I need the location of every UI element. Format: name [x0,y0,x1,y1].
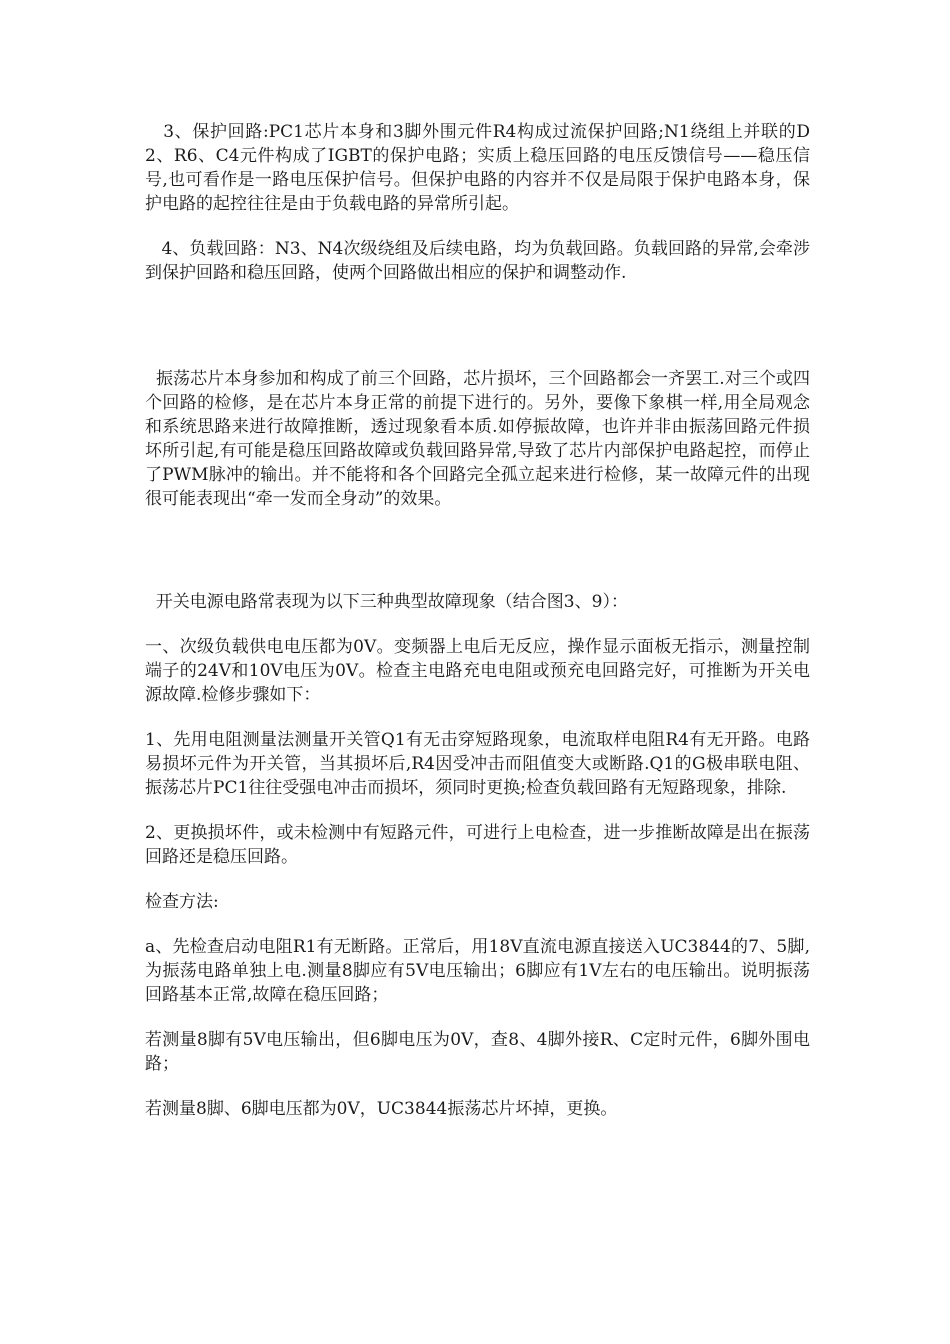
paragraph-spacer [145,1076,810,1097]
paragraph-load-circuit: 4、负载回路：N3、N4次级绕组及后续电路，均为负载回路。负载回路的异常,会牵涉到保护回路和稳压回路，使两个回路做出相应的保护和调整动作. [145,239,810,283]
paragraph-check-method-heading: 检查方法: [145,892,219,912]
paragraph-spacer [145,707,810,728]
paragraph-spacer [145,511,810,569]
paragraph-spacer [145,216,810,237]
paragraph-step-two: 2、更换损坏件，或未检测中有短路元件，可进行上电检查，进一步推断故障是出在振荡回路还是稳压回路。 [145,823,810,867]
paragraph-spacer [145,914,810,935]
paragraph-check-replace: 若测量8脚、6脚电压都为0V，UC3844振荡芯片坏掉，更换。 [145,1099,618,1119]
paragraph-spacer [145,800,810,821]
document-page [145,120,810,1121]
paragraph-step-one: 1、先用电阻测量法测量开关管Q1有无击穿短路现象，电流取样电阻R4有无开路。电路易损坏元件为开关管，当其损坏后,R4因受冲击而阻值变大或断路.Q1的G极串联电阻、振荡芯片PC1往往受强电冲击而损坏，须同时更换;检查负载回路有无短路现象，排除. [145,730,810,798]
paragraph-spacer [145,343,810,367]
paragraph-fault-one: 一、次级负载供电电压都为0V。变频器上电后无反应，操作显示面板无指示，测量控制端子的24V和10V电压为0V。检查主电路充电电阻或预充电回路完好，可推断为开关电源故障.检修步骤如下： [145,637,810,705]
paragraph-protection-circuit: 3、保护回路:PC1芯片本身和3脚外围元件R4构成过流保护回路;N1绕组上并联的D2、R6、C4元件构成了IGBT的保护电路；实质上稳压回路的电压反馈信号——稳压信号,也可看作是一路电压保护信号。但保护电路的内容并不仅是局限于保护电路本身，保护电路的起控往往是由于负载电路的异常所引起。 [145,122,810,214]
paragraph-fault-intro: 开关电源电路常表现为以下三种典型故障现象（结合图3、9）： [145,592,628,612]
paragraph-spacer [145,285,810,343]
paragraph-spacer [145,569,810,590]
paragraph-spacer [145,1007,810,1028]
paragraph-oscillator-chip: 振荡芯片本身参加和构成了前三个回路，芯片损坏，三个回路都会一齐罢工.对三个或四个回路的检修，是在芯片本身正常的前提下进行的。另外，要像下象棋一样,用全局观念和系统思路来进行故障推断，透过现象看本质.如停振故障，也许并非由振荡回路元件损坏所引起,有可能是稳压回路故障或负载回路异常,导致了芯片内部保护电路起控，而停止了PWM脉冲的输出。并不能将和各个回路完全孤立起来进行检修，某一故障元件的出现很可能表现出“牵一发而全身动”的效果。 [145,369,810,509]
paragraph-spacer [145,614,810,635]
paragraph-check-pin6: 若测量8脚有5V电压输出，但6脚电压为0V，查8、4脚外接R、C定时元件，6脚外围电路； [145,1030,810,1074]
paragraph-spacer [145,869,810,890]
paragraph-check-a: a、先检查启动电阻R1有无断路。正常后，用18V直流电源直接送入UC3844的7、5脚,为振荡电路单独上电.测量8脚应有5V电压输出；6脚应有1V左右的电压输出。说明振荡回路基本正常,故障在稳压回路； [145,937,810,1005]
